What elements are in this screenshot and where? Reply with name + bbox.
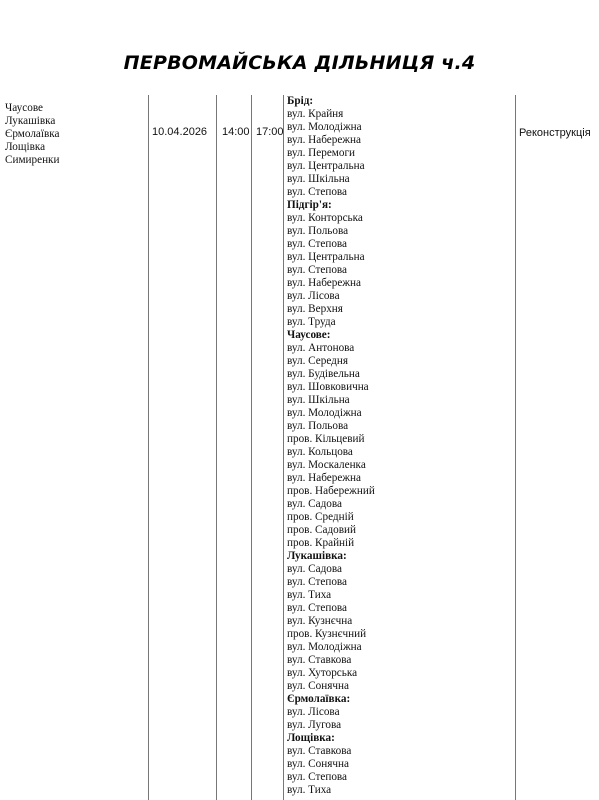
street-name: вул. Труда — [287, 316, 336, 328]
street-name: вул. Польова — [287, 225, 349, 237]
street-name: вул. Кузнєчна — [287, 615, 353, 627]
street-name: пров. Кузнєчний — [287, 628, 367, 640]
village-name: Лукашівка — [5, 115, 56, 127]
column-divider — [515, 95, 516, 800]
street-name: вул. Шовковична — [287, 381, 369, 393]
settlement-heading: Брід: — [287, 95, 314, 107]
street-name: вул. Лісова — [287, 706, 340, 718]
street-name: пров. Средній — [287, 511, 354, 523]
column-divider — [216, 95, 217, 800]
street-name: вул. Конторська — [287, 212, 363, 224]
outage-start-time: 14:00 — [222, 126, 250, 138]
street-name: вул. Степова — [287, 771, 348, 783]
street-name: вул. Набережна — [287, 134, 361, 146]
street-name: вул. Центральна — [287, 251, 365, 263]
street-name: вул. Тиха — [287, 784, 332, 796]
street-name: вул. Ставкова — [287, 745, 352, 757]
street-name: вул. Крайня — [287, 108, 344, 120]
street-name: вул. Сонячна — [287, 758, 349, 770]
street-name: пров. Садовий — [287, 524, 357, 536]
settlement-heading: Підгір'я: — [287, 199, 332, 211]
street-name: вул. Степова — [287, 576, 348, 588]
street-name: вул. Набережна — [287, 277, 361, 289]
street-name: вул. Лісова — [287, 290, 340, 302]
street-name: вул. Верхня — [287, 303, 343, 315]
street-name: вул. Набережна — [287, 472, 361, 484]
village-name: Єрмолаївка — [5, 128, 60, 140]
street-name: вул. Молодіжна — [287, 121, 362, 133]
street-name: вул. Степова — [287, 264, 348, 276]
settlement-heading: Лощівка: — [287, 732, 335, 744]
street-name: вул. Молодіжна — [287, 641, 362, 653]
column-divider — [251, 95, 252, 800]
column-divider — [283, 95, 284, 800]
outage-date: 10.04.2026 — [152, 126, 208, 138]
street-name: вул. Будівельна — [287, 368, 360, 380]
villages-cell — [5, 102, 60, 167]
settlement-heading: Чаусове: — [287, 329, 331, 341]
street-name: вул. Ставкова — [287, 654, 352, 666]
street-name: вул. Степова — [287, 238, 348, 250]
village-name: Симиренки — [5, 154, 60, 166]
street-name: вул. Сонячна — [287, 680, 349, 692]
village-name: Лощівка — [5, 141, 46, 153]
page-title: ПЕРВОМАЙСЬКА ДІЛЬНИЦЯ ч.4 — [123, 52, 476, 74]
street-name: вул. Садова — [287, 563, 342, 575]
street-name: вул. Антонова — [287, 342, 355, 354]
street-name: вул. Центральна — [287, 160, 365, 172]
settlement-heading: Лукашівка: — [287, 550, 347, 562]
streets-cell — [287, 95, 375, 797]
street-name: вул. Тиха — [287, 589, 332, 601]
street-name: вул. Садова — [287, 498, 342, 510]
outage-reason: Реконструкція — [519, 127, 591, 139]
street-name: пров. Кільцевий — [287, 433, 365, 445]
street-name: вул. Перемоги — [287, 147, 356, 159]
street-name: вул. Кольцова — [287, 446, 353, 458]
street-name: вул. Хуторська — [287, 667, 358, 679]
street-name: вул. Степова — [287, 186, 348, 198]
street-name: вул. Лугова — [287, 719, 342, 731]
street-name: вул. Молодіжна — [287, 407, 362, 419]
outage-end-time: 17:00 — [256, 126, 284, 138]
village-name: Чаусове — [5, 102, 44, 114]
column-divider — [148, 95, 149, 800]
street-name: вул. Шкільна — [287, 173, 350, 185]
street-name: вул. Польова — [287, 420, 349, 432]
street-name: вул. Москаленка — [287, 459, 366, 471]
street-name: вул. Середня — [287, 355, 348, 367]
street-name: вул. Степова — [287, 602, 348, 614]
settlement-heading: Єрмолаївка: — [287, 693, 351, 705]
street-name: пров. Крайній — [287, 537, 355, 549]
street-name: пров. Набережний — [287, 485, 375, 497]
street-name: вул. Шкільна — [287, 394, 350, 406]
